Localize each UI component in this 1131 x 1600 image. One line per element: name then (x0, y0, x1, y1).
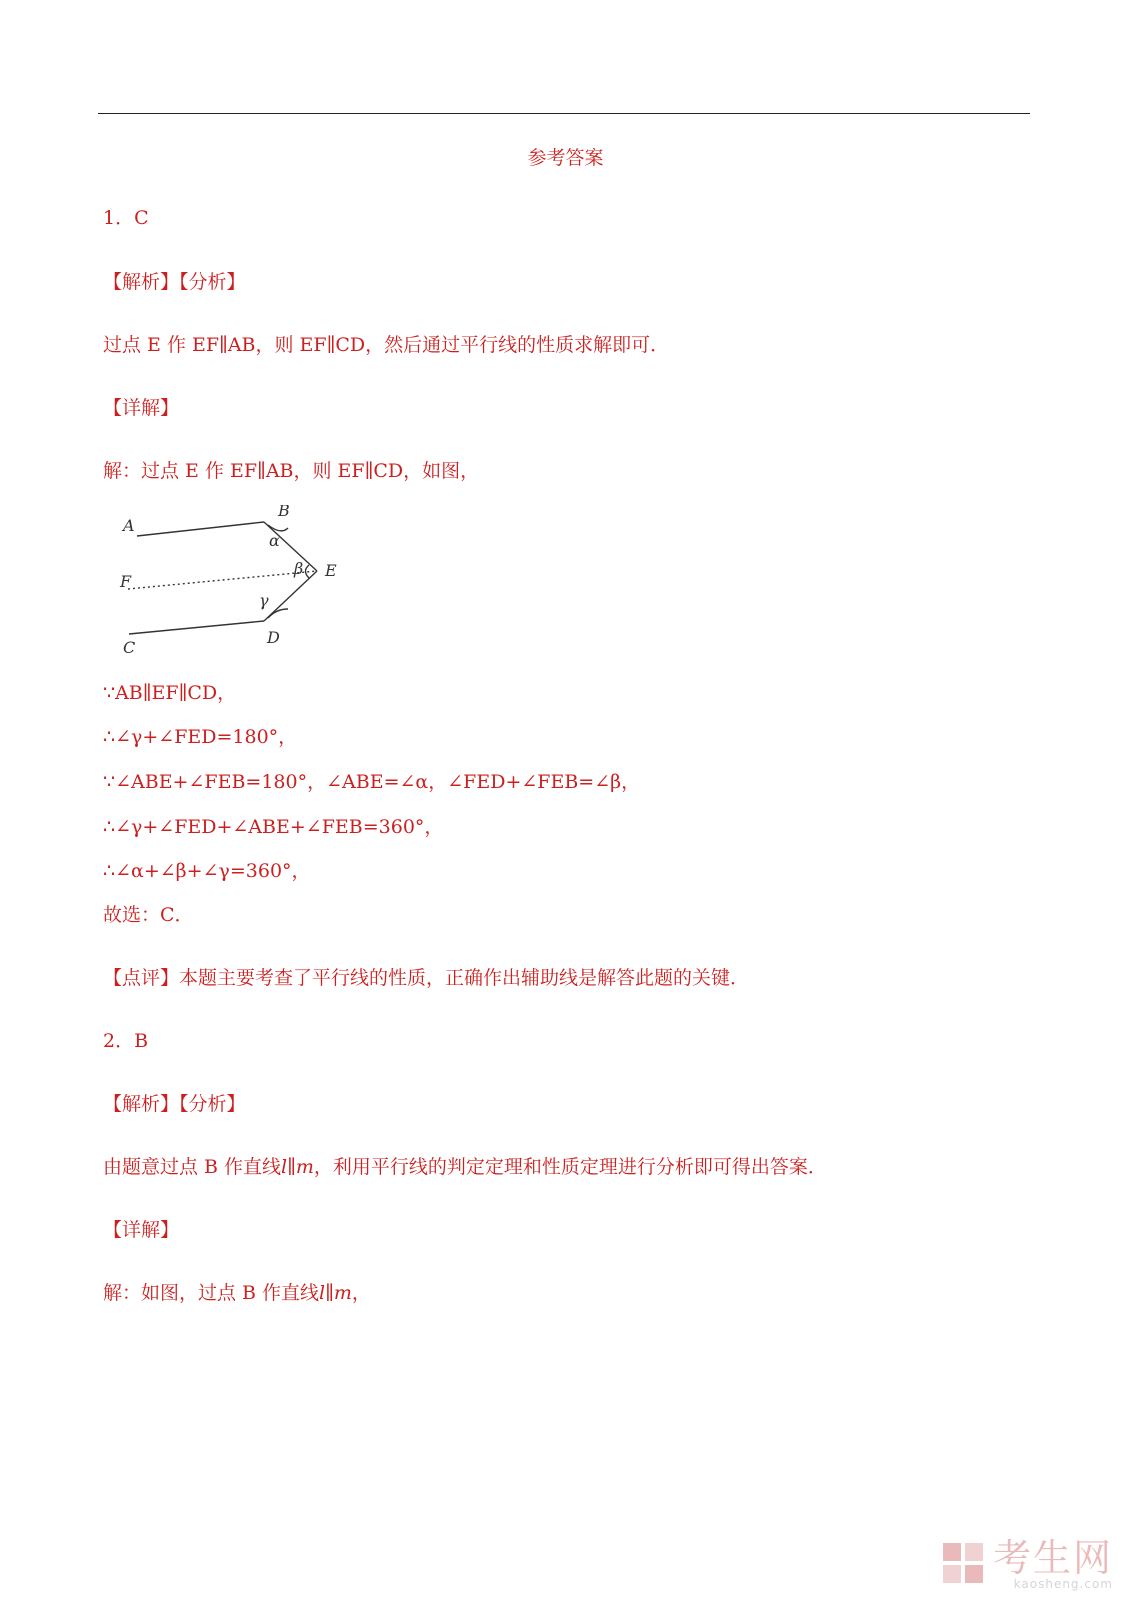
label-f: F (120, 572, 132, 591)
q1-step: ∴∠γ+∠FED=180°， (103, 726, 298, 748)
q1-conclusion: 故选：C． (103, 904, 194, 926)
q2-detail-post: ， (351, 1282, 371, 1304)
q1-step: ∵∠ABE+∠FEB=180°，∠ABE=∠α，∠FED+∠FEB=∠β， (103, 771, 641, 793)
q2-answer: 2．B (103, 1030, 149, 1052)
line-fe (128, 571, 317, 589)
q1-answer: 1．C (103, 207, 149, 229)
q1-detail-intro: 解：过点 E 作 EF∥AB，则 EF∥CD，如图， (103, 460, 480, 482)
parallel-lines-figure (118, 505, 358, 665)
q2-detail-math: l∥m (319, 1282, 352, 1304)
label-gamma: γ (259, 591, 269, 610)
label-d: D (267, 628, 280, 647)
q1-step: ∴∠α+∠β+∠γ=360°， (103, 860, 311, 882)
q2-analysis-pre: 由题意过点 B 作直线 (103, 1156, 282, 1178)
label-a: A (123, 516, 135, 535)
watermark-url: kaosheng.com (1013, 1577, 1113, 1591)
label-b: B (278, 505, 290, 520)
q1-step: ∵AB∥EF∥CD， (103, 682, 237, 704)
label-e: E (325, 561, 337, 580)
q2-analysis-tag: 【解析】【分析】 (103, 1093, 246, 1115)
page-title: 参考答案 (527, 147, 604, 169)
label-beta: β (294, 559, 304, 578)
q1-review: 【点评】本题主要考查了平行线的性质，正确作出辅助线是解答此题的关键． (103, 967, 750, 989)
q2-detail-pre: 解：如图，过点 B 作直线 (103, 1282, 320, 1304)
watermark (941, 1538, 1113, 1590)
q1-analysis-text: 过点 E 作 EF∥AB，则 EF∥CD，然后通过平行线的性质求解即可． (103, 334, 670, 356)
alpha-arc (268, 525, 288, 531)
line-ab (137, 522, 264, 536)
label-alpha: α (269, 531, 280, 550)
q1-detail-tag: 【详解】 (103, 397, 180, 419)
line-cd (129, 621, 264, 634)
watermark-text: 考生网 (992, 1536, 1113, 1580)
q2-detail-tag: 【详解】 (103, 1219, 180, 1241)
q1-step: ∴∠γ+∠FED+∠ABE+∠FEB=360°， (103, 816, 444, 838)
q1-analysis-tag: 【解析】【分析】 (103, 271, 246, 293)
q2-detail-intro (103, 1281, 371, 1305)
watermark-logo-icon (941, 1541, 987, 1587)
label-c: C (123, 638, 136, 657)
q2-analysis-math: l∥m (281, 1156, 314, 1178)
q2-analysis-text (103, 1155, 827, 1179)
header-rule (98, 113, 1030, 114)
q2-analysis-post: ，利用平行线的判定定理和性质定理进行分析即可得出答案． (313, 1156, 827, 1178)
